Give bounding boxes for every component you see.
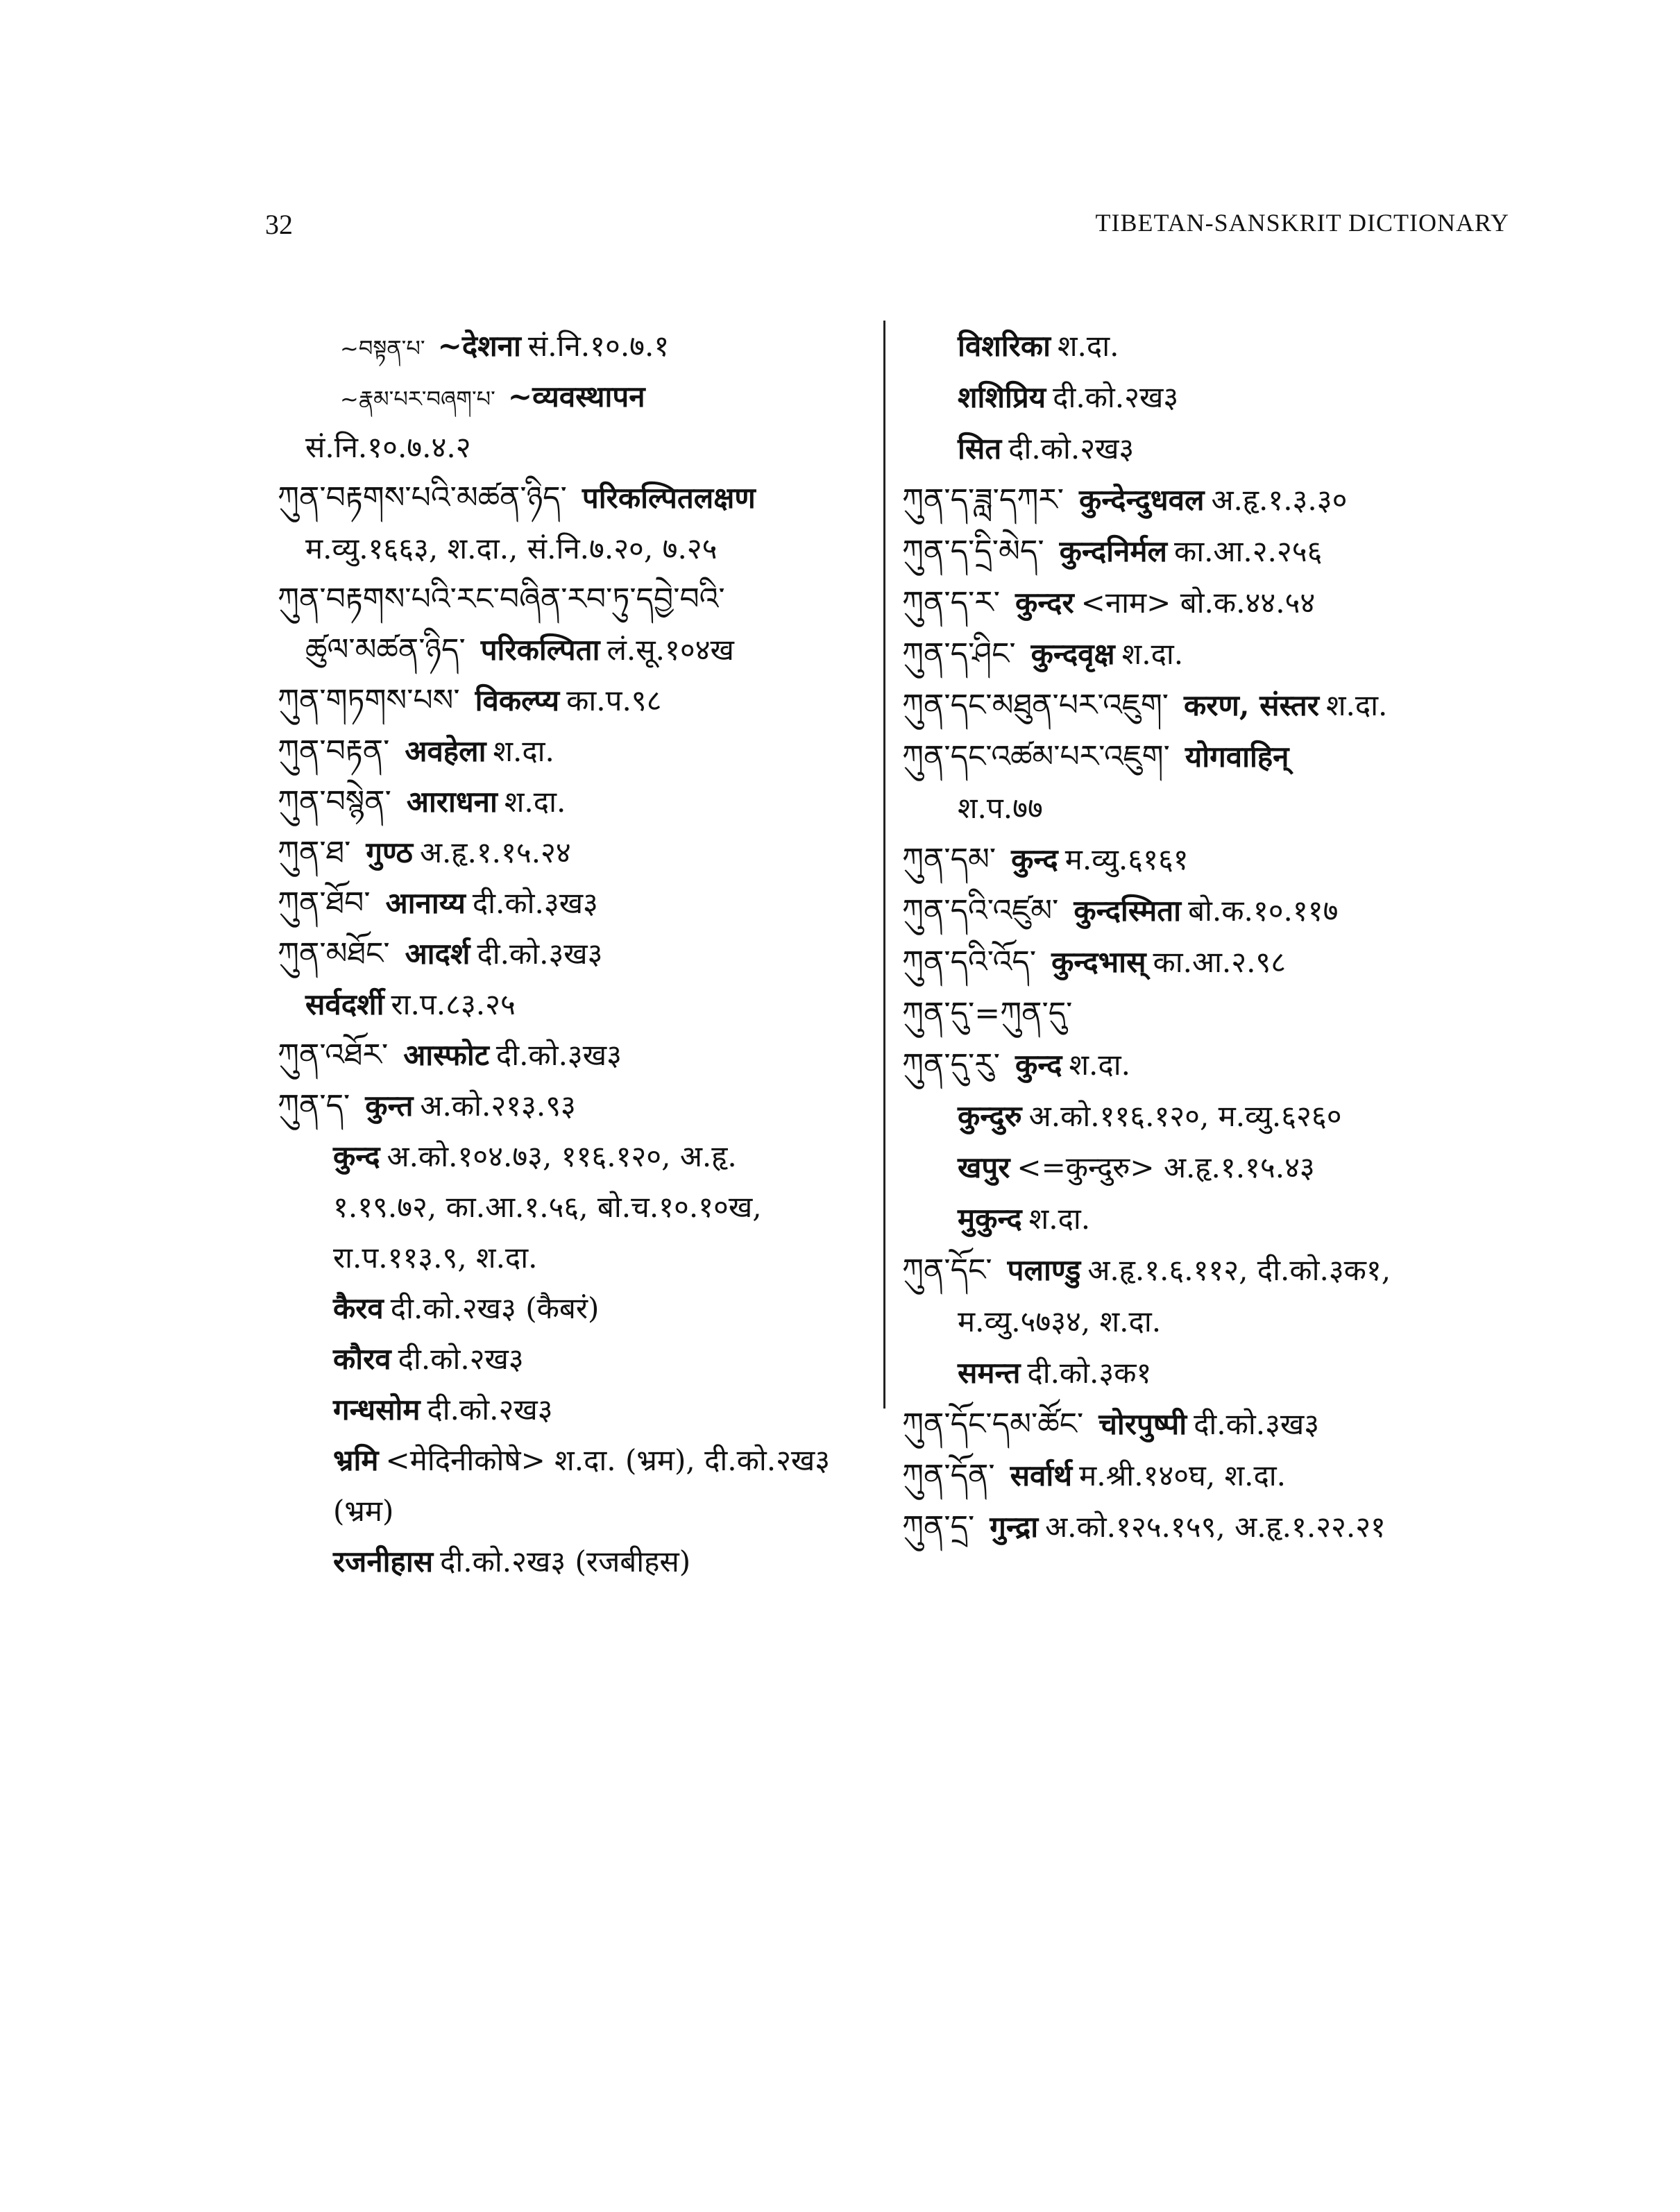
source-reference: म.श्री.१४०घ, श.दा. [1079,1458,1287,1492]
sanskrit-equivalent: अवहेला [405,734,486,768]
tibetan-headword: ཀུན་གཏགས་པས་ [278,683,460,718]
tibetan-headword: ཀུན་བརྟན་ [278,733,390,769]
tibetan-headword: ཀུན་ཐོབ་ [278,885,371,921]
source-reference: रा.प.८३.२५ [391,987,516,1021]
dictionary-entry-line [278,1283,881,1334]
source-reference: अ.हृ.१.६.११२, दी.को.३क१, [1087,1253,1391,1287]
tibetan-headword: ཀུན་ད་དྲི་མེད་ [902,534,1044,569]
dictionary-entry-line [278,726,881,776]
dictionary-entry-line [902,834,1527,885]
sanskrit-equivalent: आराधना [406,785,498,819]
source-reference: श.दा. [1121,637,1184,671]
dictionary-entry-line [278,1030,881,1080]
sanskrit-equivalent: आनाय्य [385,886,466,920]
sanskrit-equivalent: सर्वदर्शी [305,987,384,1021]
source-reference: म.व्यु.६१६१ [1064,842,1189,876]
source-reference: दी.को.२ख३ [1008,432,1135,466]
sanskrit-equivalent: गन्धसोम [333,1393,421,1427]
source-reference: सं.नि.१०.७.४.२ [305,430,471,464]
dictionary-entry-line [902,1245,1527,1296]
dictionary-entry-line [278,422,881,473]
dictionary-entry-line [278,1435,881,1486]
source-reference: का.प.९८ [566,683,662,717]
source-reference: बो.क.१०.११७ [1188,894,1339,928]
source-reference: म.व्यु.१६६३, श.दा., सं.नि.७.२०, ७.२५ [305,531,718,565]
sanskrit-equivalent: शशिप्रिय [958,380,1046,414]
sanskrit-equivalent: कुन्दभास् [1051,945,1146,979]
dictionary-entry-line [902,577,1527,629]
sanskrit-equivalent: भ्रमि [333,1443,379,1477]
source-reference: <मेदिनीकोषे> श.दा. (भ्रम), दी.को.२ख३ [385,1443,831,1477]
sanskrit-equivalent: गुण्ठ [366,835,413,869]
source-reference: लं.सू.१०४ख [606,633,734,667]
sanskrit-equivalent: कुन्द [333,1139,380,1173]
sanskrit-equivalent: चोरपुष्पी [1098,1407,1187,1441]
tibetan-headword: ཀུན་འཐོར་ [278,1037,389,1073]
source-reference: अ.को.११६.१२०, म.व्यु.६२६० [1028,1099,1342,1133]
sanskrit-equivalent: परिकल्पितलक्षण [582,481,756,515]
dictionary-entry-line [278,1334,881,1384]
source-reference: दी.को.२ख३ (कैबरं) [390,1291,600,1325]
source-reference: श.दा. [1069,1048,1130,1082]
dictionary-entry-line [278,776,881,827]
source-reference: <=कुन्दुरु> अ.हृ.१.१५.४३ [1017,1150,1315,1184]
source-reference: दी.को.२ख३ [1053,380,1179,414]
dictionary-entry-line [278,1080,881,1131]
tibetan-headword: ཀུན་ད་ཟླ་དཀར་ [902,482,1064,518]
dictionary-entry-line [278,1536,881,1587]
source-reference: का.आ.२.२५६ [1173,534,1323,568]
sanskrit-equivalent: पलाण्डु [1007,1253,1081,1287]
dictionary-entry-line [902,629,1527,680]
source-reference: अ.को.१२५.१५९, अ.हृ.१.२२.२१ [1045,1510,1386,1544]
dictionary-entry-line [902,988,1527,1039]
sanskrit-equivalent: कुन्द [1011,842,1058,876]
dictionary-entry-line [902,423,1527,475]
source-reference: श.दा. [504,785,566,819]
tibetan-headword: ཀུན་ད་ར་ [902,585,1000,620]
right-column [902,321,1527,1553]
source-reference: (भ्रम) [333,1494,394,1528]
source-reference: अ.हृ.१.१५.२४ [419,835,571,869]
tibetan-headword: ཀུན་ད་ [278,1088,350,1123]
sanskrit-equivalent: योगवाहिन् [1185,740,1289,774]
sanskrit-equivalent: कुन्दर [1015,586,1074,620]
sanskrit-equivalent: कुन्दवृक्ष [1030,637,1115,671]
sanskrit-equivalent: कुन्त [365,1089,414,1123]
tibetan-headword: ཀུན་དུ་རུ་ [902,1047,1000,1082]
source-reference: म.व्यु.५७३४, श.दा. [958,1304,1162,1338]
sanskrit-equivalent: रजनीहास [333,1545,434,1579]
tibetan-headword: ཀུན་བརྟགས་པའི་རང་བཞིན་རབ་ཏུ་དབྱེ་བའི་ [278,581,725,617]
dictionary-entry-line [902,1193,1527,1245]
sanskrit-equivalent: कुन्देन्दुधवल [1078,483,1205,517]
dictionary-entry-line [902,1450,1527,1501]
source-reference: श.दा. [1325,688,1388,722]
source-reference: रा.प.११३.९, श.दा. [333,1241,538,1275]
dictionary-entry-line [902,475,1527,526]
sanskrit-equivalent: कुन्दनिर्मल [1059,534,1167,568]
page-number: 32 [265,209,293,240]
sanskrit-equivalent: ~व्यवस्थापन [507,380,645,414]
sanskrit-equivalent: खपुर [958,1150,1010,1184]
dictionary-entry-line [278,979,881,1030]
dictionary-entry-line [902,1347,1527,1399]
sanskrit-equivalent: विकल्प्य [475,683,560,717]
sanskrit-equivalent: आस्फोट [403,1038,489,1072]
source-reference: सं.नि.१०.७.१ [527,329,670,363]
source-reference: १.१९.७२, का.आ.१.५६, बो.च.१०.१०ख, [333,1190,762,1224]
tibetan-headword: ཀུན་དམ་ [902,842,996,877]
tibetan-headword: ཀུན་དང་འཚམ་པར་འཇུག་ [902,739,1170,774]
dictionary-entry-line [902,885,1527,937]
sanskrit-equivalent: समन्त [958,1356,1021,1390]
sanskrit-equivalent: कुन्द [1015,1048,1062,1082]
sanskrit-equivalent: कैरव [333,1291,384,1325]
source-reference: दी.को.३ख३ [477,937,603,971]
source-reference: अ.हृ.१.३.३० [1211,483,1348,517]
sanskrit-equivalent: ~देशना [437,329,521,363]
sanskrit-equivalent: परिकल्पिता [480,633,600,667]
dictionary-entry-line [902,1091,1527,1142]
dictionary-entry-line [278,574,881,624]
source-reference: दी.को.३ख३ [1194,1407,1320,1441]
dictionary-entry-line [278,624,881,675]
dictionary-entry-line [902,526,1527,577]
tibetan-headword: ཀུན་དོང་ [902,1252,992,1288]
source-reference: श.दा. [1028,1202,1091,1236]
dictionary-entry-line [902,1399,1527,1450]
tibetan-headword: ཀུན་དའི་འཛུམ་ [902,893,1059,928]
sanskrit-equivalent: कुन्दस्मिता [1074,894,1182,928]
dictionary-entry-line [278,1131,881,1182]
dictionary-entry-line [278,878,881,928]
dictionary-entry-line [902,1296,1527,1347]
sanskrit-equivalent: गुन्द्रा [990,1510,1039,1544]
source-reference: का.आ.२.९८ [1153,945,1287,979]
sanskrit-equivalent: विशरिका [958,329,1051,363]
page-header [0,208,1680,250]
sanskrit-equivalent: कुन्दुरु [958,1099,1022,1133]
source-reference: दी.को.२ख३ [398,1342,524,1376]
source-reference: दी.को.३क१ [1027,1356,1152,1390]
source-reference: <नाम> बो.क.४४.५४ [1080,586,1316,620]
dictionary-entry-line [902,1142,1527,1193]
dictionary-entry-line [902,1039,1527,1091]
tibetan-headword: ཀུན་དུ་=ཀུན་དུ་ [902,996,1073,1031]
sanskrit-equivalent: आदर्श [405,937,470,971]
sanskrit-equivalent: सित [958,432,1002,466]
tibetan-headword: ~རྣམ་པར་བཞག་པ་ [340,386,495,412]
sanskrit-equivalent: कौरव [333,1342,391,1376]
tibetan-headword: ཀུན་ཐ་ [278,835,351,870]
tibetan-headword: ཀུན་བསྙེན་ [278,784,391,819]
source-reference: श.दा. [493,734,554,768]
dictionary-entry-line [902,372,1527,423]
dictionary-entry-line [278,675,881,726]
dictionary-entry-line [902,783,1527,834]
dictionary-entry-line [278,827,881,878]
source-reference: अ.को.२१३.९३ [420,1089,576,1123]
tibetan-headword: ཀུན་དྲ་ [902,1509,975,1545]
dictionary-entry-line [278,1384,881,1435]
source-reference: दी.को.३ख३ [495,1038,622,1072]
dictionary-entry-line [278,1486,881,1536]
dictionary-entry-line [902,937,1527,988]
dictionary-entry-line [278,473,881,523]
source-reference: अ.को.१०४.७३, ११६.१२०, अ.हृ. [387,1139,737,1173]
tibetan-headword: ཀུན་དའི་འོད་ [902,944,1037,980]
tibetan-headword: ~བསྟན་པ་ [340,335,425,361]
source-reference: श.दा. [1057,329,1119,363]
running-title: TIBETAN-SANSKRIT DICTIONARY [1095,209,1509,237]
dictionary-entry-line [278,371,881,422]
source-reference: श.प.७७ [958,791,1043,825]
dictionary-entry-line [278,1182,881,1232]
dictionary-entry-line [278,928,881,979]
dictionary-entry-line [278,321,881,371]
dictionary-entry-line [278,1232,881,1283]
tibetan-headword: ཀུན་དོང་དམ་ཚོང་ [902,1406,1084,1442]
source-reference: दी.को.२ख३ (रजबीहस) [440,1545,691,1579]
left-column [278,321,881,1587]
sanskrit-equivalent: मुकुन्द [958,1202,1022,1236]
sanskrit-equivalent: करण, संस्तर [1184,688,1319,722]
source-reference: दी.को.३ख३ [472,886,598,920]
tibetan-headword: ཀུན་དང་མཐུན་པར་འཇུག་ [902,688,1169,723]
tibetan-headword: ཚུལ་མཚན་ཉིད་ [305,632,466,667]
source-reference: दी.को.२ख३ [427,1393,553,1427]
dictionary-entry-line [902,731,1527,783]
tibetan-headword: ཀུན་བརྟགས་པའི་མཚན་ཉིད་ [278,480,567,516]
dictionary-entry-line [902,321,1527,372]
dictionary-entry-line [278,523,881,574]
tibetan-headword: ཀུན་དོན་ [902,1458,995,1493]
tibetan-headword: ཀུན་མཐོང་ [278,936,390,971]
tibetan-headword: ཀུན་ད་ཤིང་ [902,636,1016,672]
dictionary-entry-line [902,1501,1527,1553]
column-divider [883,321,885,1409]
dictionary-entry-line [902,680,1527,731]
sanskrit-equivalent: सर्वार्थ [1010,1458,1073,1492]
